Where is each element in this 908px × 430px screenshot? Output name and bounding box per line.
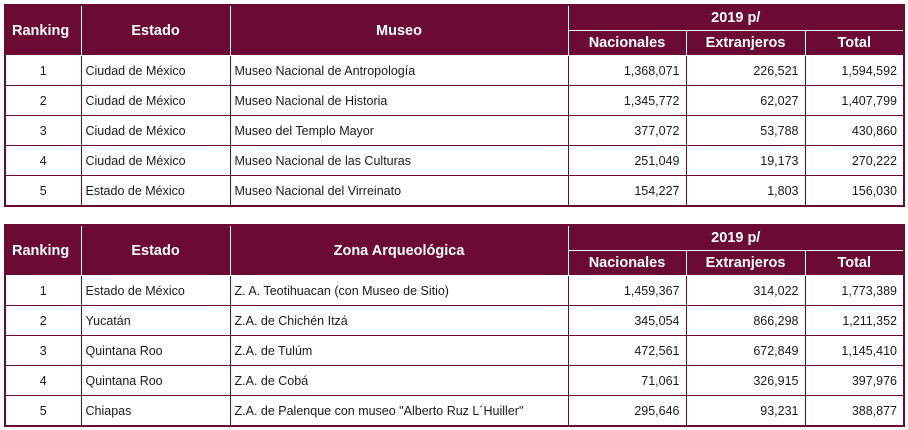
zona-cell: Z.A. de Cobá [230,366,568,396]
rank-cell: 2 [5,306,81,336]
nacionales-cell: 1,368,071 [568,56,686,86]
total-cell: 1,773,389 [805,276,904,306]
extranjeros-cell: 866,298 [686,306,805,336]
extranjeros-cell: 19,173 [686,146,805,176]
extranjeros-cell: 672,849 [686,336,805,366]
header-estado: Estado [81,5,230,56]
zona-cell: Z.A. de Tulúm [230,336,568,366]
total-cell: 1,211,352 [805,306,904,336]
total-cell: 430,860 [805,116,904,146]
nacionales-cell: 71,061 [568,366,686,396]
header-estado: Estado [81,225,230,276]
table-row [5,56,904,86]
rank-cell: 4 [5,366,81,396]
total-cell: 388,877 [805,396,904,427]
estado-cell: Estado de México [81,276,230,306]
header-year: 2019 p/ [568,225,904,251]
archaeological-zones-ranking-table [4,224,905,427]
header-museo: Museo [230,5,568,56]
table-row [5,176,904,207]
nacionales-cell: 251,049 [568,146,686,176]
header-extranjeros: Extranjeros [686,251,805,276]
rank-cell: 2 [5,86,81,116]
estado-cell: Yucatán [81,306,230,336]
estado-cell: Ciudad de México [81,146,230,176]
header-zona-arqueologica: Zona Arqueológica [230,225,568,276]
nacionales-cell: 154,227 [568,176,686,207]
header-total: Total [805,251,904,276]
total-cell: 156,030 [805,176,904,207]
header-year: 2019 p/ [568,5,904,31]
table-row [5,146,904,176]
extranjeros-cell: 62,027 [686,86,805,116]
estado-cell: Ciudad de México [81,56,230,86]
total-cell: 1,407,799 [805,86,904,116]
extranjeros-cell: 53,788 [686,116,805,146]
total-cell: 1,594,592 [805,56,904,86]
zona-cell: Z. A. Teotihuacan (con Museo de Sitio) [230,276,568,306]
museo-cell: Museo del Templo Mayor [230,116,568,146]
museo-cell: Museo Nacional de las Culturas [230,146,568,176]
header-total: Total [805,31,904,56]
total-cell: 397,976 [805,366,904,396]
table-row [5,396,904,427]
estado-cell: Chiapas [81,396,230,427]
total-cell: 270,222 [805,146,904,176]
table-row [5,366,904,396]
header-nacionales: Nacionales [568,251,686,276]
rank-cell: 5 [5,396,81,427]
estado-cell: Ciudad de México [81,116,230,146]
total-cell: 1,145,410 [805,336,904,366]
nacionales-cell: 377,072 [568,116,686,146]
rank-cell: 3 [5,336,81,366]
nacionales-cell: 295,646 [568,396,686,427]
nacionales-cell: 1,345,772 [568,86,686,116]
extranjeros-cell: 226,521 [686,56,805,86]
estado-cell: Quintana Roo [81,336,230,366]
estado-cell: Quintana Roo [81,366,230,396]
nacionales-cell: 345,054 [568,306,686,336]
rank-cell: 1 [5,56,81,86]
header-nacionales: Nacionales [568,31,686,56]
estado-cell: Estado de México [81,176,230,207]
table-row [5,306,904,336]
rank-cell: 3 [5,116,81,146]
extranjeros-cell: 314,022 [686,276,805,306]
rank-cell: 1 [5,276,81,306]
header-extranjeros: Extranjeros [686,31,805,56]
nacionales-cell: 1,459,367 [568,276,686,306]
zona-cell: Z.A. de Palenque con museo "Alberto Ruz L´Huiller" [230,396,568,427]
nacionales-cell: 472,561 [568,336,686,366]
rank-cell: 4 [5,146,81,176]
museo-cell: Museo Nacional de Historia [230,86,568,116]
table-row [5,276,904,306]
table-row [5,86,904,116]
estado-cell: Ciudad de México [81,86,230,116]
museums-ranking-table [4,4,905,207]
extranjeros-cell: 326,915 [686,366,805,396]
table-row [5,116,904,146]
header-ranking: Ranking [5,5,81,56]
museo-cell: Museo Nacional de Antropología [230,56,568,86]
header-ranking: Ranking [5,225,81,276]
zona-cell: Z.A. de Chichén Itzá [230,306,568,336]
museo-cell: Museo Nacional del Virreinato [230,176,568,207]
extranjeros-cell: 93,231 [686,396,805,427]
rank-cell: 5 [5,176,81,207]
extranjeros-cell: 1,803 [686,176,805,207]
table-row [5,336,904,366]
